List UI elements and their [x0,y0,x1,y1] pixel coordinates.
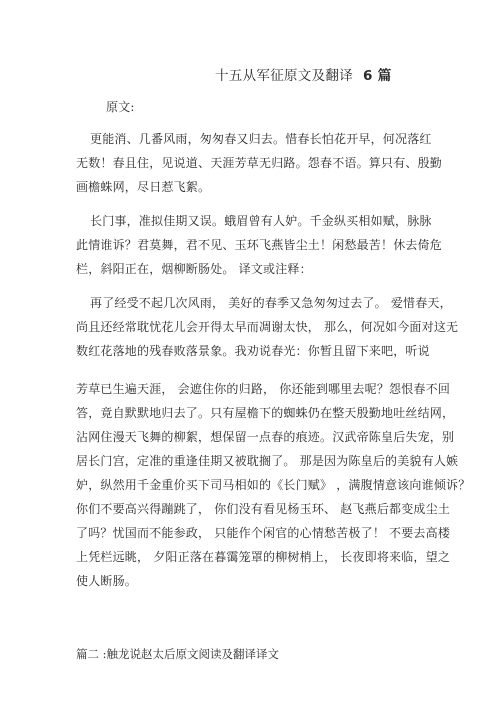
p4-line-2: 答，竟自默默地归去了。只有屋檐下的蜘蛛仍在整天殷勤地吐丝结网， [76,406,455,420]
p2-line-2: 此情谁诉？君莫舞，君不见、玉环飞燕皆尘土！闲愁最苦！休去倚危 [76,238,443,252]
p3-line-2: 尚且还经常耽忧花儿会开得太早而凋谢太快， 那么，何况如今面对这无 [76,320,459,334]
p4-line-3: 沾网住漫天飞舞的柳絮，想保留一点春的痕迹。汉武帝陈皇后失宠，别 [76,430,455,444]
p1-line-2: 无数！春且住，见说道、天涯芳草无归路。怨春不语。算只有、殷勤 [76,156,443,170]
p2-line-1: 长门事，准拟佳期又误。蛾眉曾有人妒。千金纵买相如赋，脉脉 [90,214,432,228]
p4-line-9: 使人断肠。 [76,574,138,588]
p4-line-6: 你们不要高兴得蹦跳了， 你们没有看见杨玉环、 赵飞燕后都变成尘土 [76,502,451,516]
p4-line-4: 居长门宫，定准的重逢佳期又被耽搁了。 那是因为陈皇后的美貌有人嫉 [76,454,459,468]
page-title [215,64,392,84]
p4-line-5: 妒，纵然用千金重价买下司马相如的《长门赋》 ，满腹情意该向谁倾诉？ [76,478,471,492]
p4-line-1: 芳草已生遍天涯， 会遮住你的归路， 你还能到哪里去呢？怨恨春不回 [76,382,451,396]
p4-line-7: 了吗？忧国而不能参政， 只能作个闲官的心情愁苦极了！ 不要去高楼 [76,526,451,540]
next-article-heading: 篇二 :触龙说赵太后原文阅读及翻译译文 [76,647,280,661]
original-label: 原文: [106,100,135,114]
p4-line-8: 上凭栏远眺， 夕阳正落在暮霭笼罩的柳树梢上， 长夜即将来临，望之 [76,550,451,564]
p3-line-1: 再了经受不起几次风雨， 美好的春季又急匆匆过去了。 爱惜春天， [90,296,452,310]
p1-line-1: 更能消、几番风雨，匆匆春又归去。惜春长怕花开早，何况落红 [90,132,432,146]
title-text: 十五从军征原文及翻译 [215,68,353,84]
title-count: 6 篇 [363,68,392,84]
p3-line-3: 数红花落地的残春败落景象。我劝说春光：你暂且留下来吧，听说 [76,344,430,358]
p2-line-3: 栏，斜阳正在，烟柳断肠处。 译文或注释： [76,262,312,276]
p1-line-3: 画檐蛛网，尽日惹飞絮。 [76,180,211,194]
